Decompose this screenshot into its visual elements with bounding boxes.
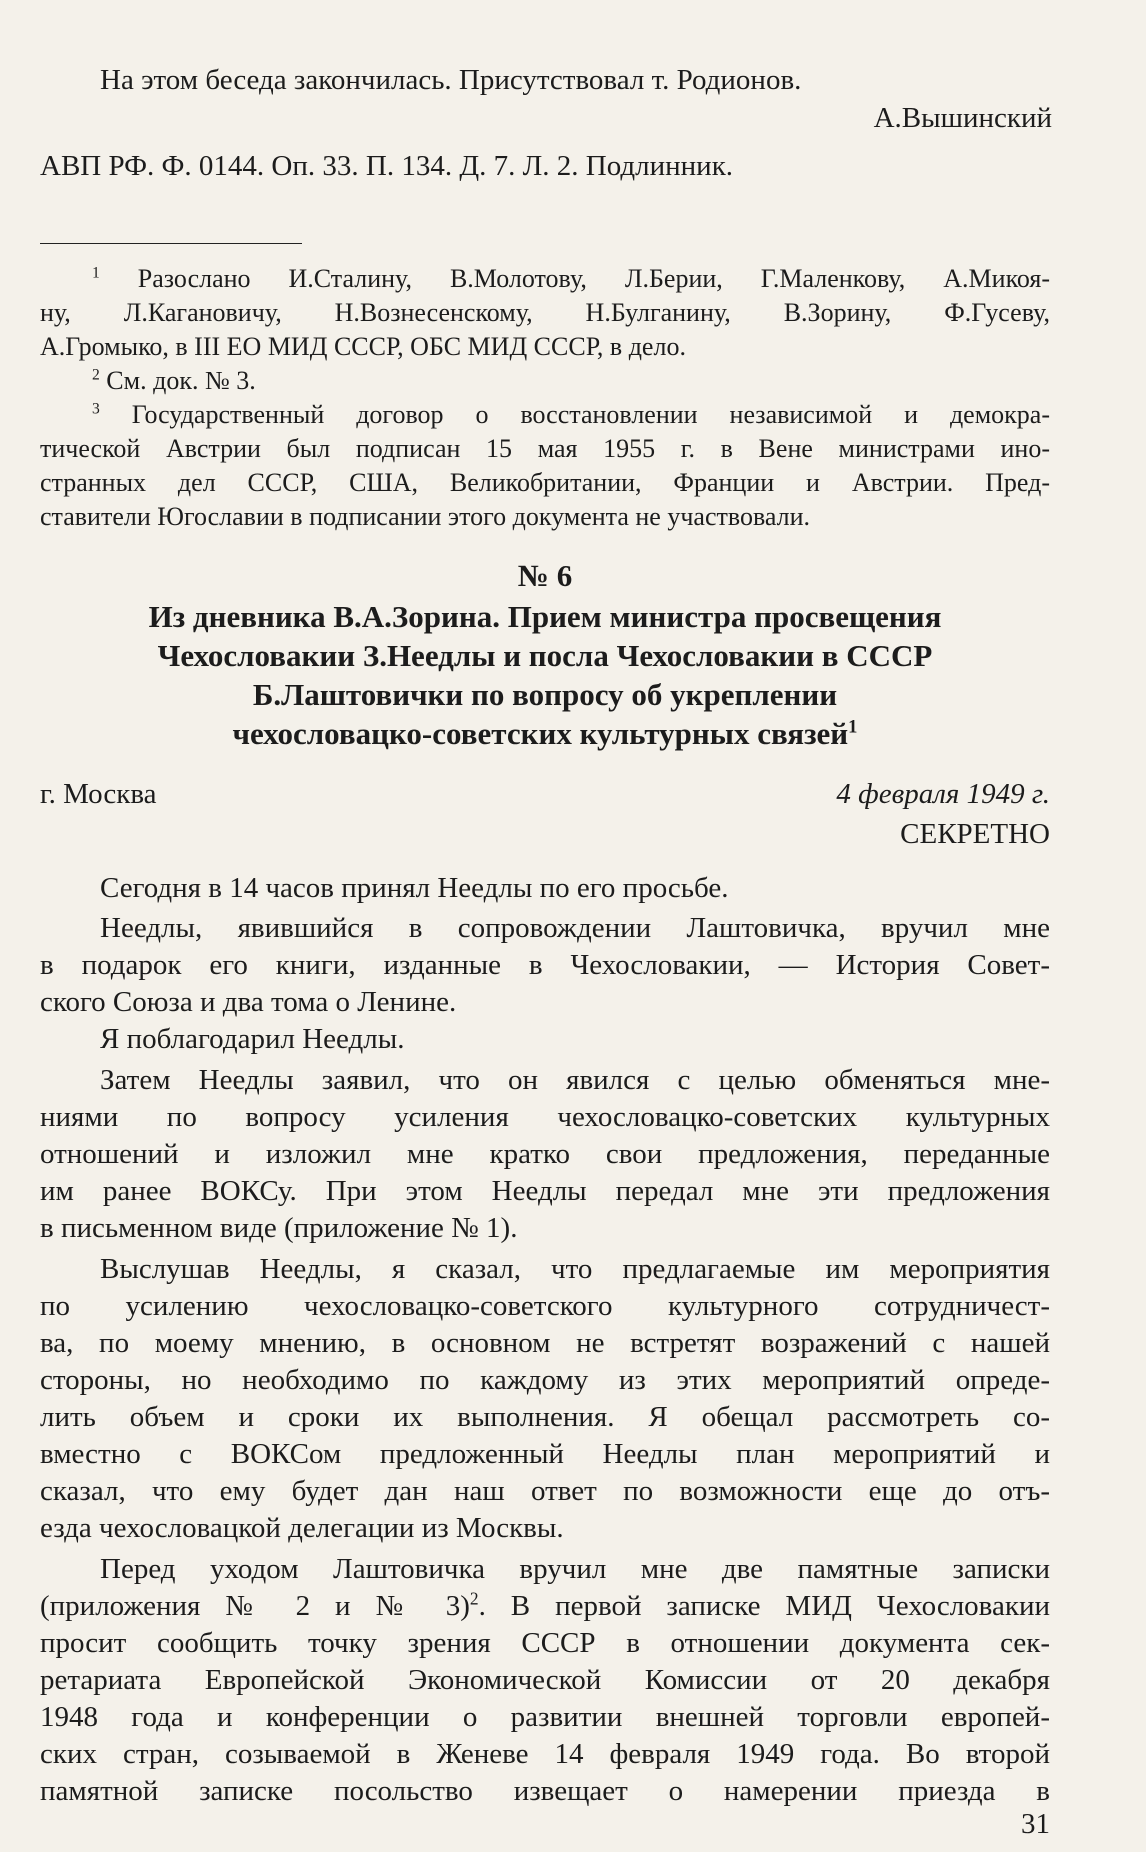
paragraph-5-line-1: Выслушав Неедлы, я сказал, что предлагаемые им мероприятия	[100, 1253, 1050, 1285]
paragraph-6-line-4: ретариата Европейской Экономической Комиссии от 20 декабря	[40, 1664, 1050, 1696]
closing-line: На этом беседа закончилась. Присутствовал т. Родионов.	[100, 64, 802, 96]
paragraph-4-line-3: отношений и изложил мне кратко свои предложения, переданные	[40, 1138, 1050, 1170]
paragraph-6-line-2: (приложения № 2 и № 3)$^2$. В первой записке МИД Чехословакии	[40, 1588, 1050, 1622]
paragraph-4-line-2: ниями по вопросу усиления чехословацко-советских культурных	[40, 1101, 1050, 1133]
footnote-separator	[40, 243, 302, 244]
footnote-3-line-1: $^3$ Государственный договор о восстановлении независимой и демокра-	[92, 400, 1050, 429]
paragraph-6-footnote-marker: 2	[469, 1588, 479, 1609]
signature: А.Вышинский	[873, 102, 1052, 134]
footnote-1-line-2: ну, Л.Кагановичу, Н.Вознесенскому, Н.Булганину, В.Зорину, Ф.Гусеву,	[40, 298, 1050, 327]
paragraph-5-line-2: по усилению чехословацко-советского культурного сотрудничест-	[40, 1290, 1050, 1322]
date: 4 февраля 1949 г.	[836, 778, 1050, 810]
paragraph-2-line-3: ского Союза и два тома о Ленине.	[40, 986, 457, 1018]
paragraph-1: Сегодня в 14 часов принял Неедлы по его просьбе.	[100, 872, 729, 904]
paragraph-5-line-3: ва, по моему мнению, в основном не встретят возражений с нашей	[40, 1327, 1050, 1359]
paragraph-6-line-7: памятной записке посольство извещает о намерении приезда в	[40, 1775, 1050, 1807]
title-footnote-marker: 1	[848, 716, 858, 738]
classification: СЕКРЕТНО	[900, 818, 1050, 850]
paragraph-2-line-1: Неедлы, явившийся в сопровождении Лаштовичка, вручил мне	[100, 912, 1050, 944]
paragraph-6-line-1: Перед уходом Лаштовичка вручил мне две памятные записки	[100, 1553, 1050, 1585]
place-date-row	[40, 776, 1050, 813]
paragraph-5-line-4: стороны, но необходимо по каждому из этих мероприятий опреде-	[40, 1364, 1050, 1396]
footnote-2-marker: 2	[92, 366, 100, 384]
footnote-1-marker: 1	[92, 264, 100, 282]
document-title-line-3: Б.Лаштовички по вопросу об укреплении	[252, 677, 838, 712]
paragraph-2-line-2: в подарок его книги, изданные в Чехословакии, — История Совет-	[40, 949, 1050, 981]
archive-reference: АВП РФ. Ф. 0144. Оп. 33. П. 134. Д. 7. Л. 2. Подлинник.	[40, 150, 734, 182]
paragraph-5-line-7: сказал, что ему будет дан наш ответ по возможности еще до отъ-	[40, 1475, 1050, 1507]
paragraph-6-line-6: ских стран, созываемой в Женеве 14 февраля 1949 года. Во второй	[40, 1738, 1050, 1770]
footnote-3-line-4: ставители Югославии в подписании этого документа не участвовали.	[40, 502, 811, 531]
paragraph-5-line-5: лить объем и сроки их выполнения. Я обещал рассмотреть со-	[40, 1401, 1050, 1433]
footnote-2: $^2$ См. док. № 3.	[92, 366, 256, 395]
paragraph-5-line-8: езда чехословацкой делегации из Москвы.	[40, 1512, 564, 1544]
page-number: 31	[1021, 1808, 1050, 1840]
paragraph-6-line-3: просит сообщить точку зрения СССР в отношении документа сек-	[40, 1627, 1050, 1659]
footnote-3-marker: 3	[92, 400, 100, 418]
place: г. Москва	[40, 778, 157, 810]
paragraph-4-line-1: Затем Неедлы заявил, что он явился с целью обменяться мне-	[100, 1064, 1050, 1096]
document-title-line-4: чехословацко-советских культурных связей$^1$	[232, 716, 858, 751]
footnote-3-line-3: странных дел СССР, США, Великобритании, Франции и Австрии. Пред-	[40, 468, 1050, 497]
footnote-3-line-2: тической Австрии был подписан 15 мая 1955 г. в Вене министрами ино-	[40, 434, 1050, 463]
paragraph-3: Я поблагодарил Неедлы.	[100, 1023, 405, 1055]
paragraph-6-line-5: 1948 года и конференции о развитии внешней торговли европей-	[40, 1701, 1050, 1733]
footnote-1-line-1: $^1$ Разослано И.Сталину, В.Молотову, Л.Берии, Г.Маленкову, А.Микоя-	[92, 264, 1051, 293]
paragraph-5-line-6: вместно с ВОКСом предложенный Неедлы план мероприятий и	[40, 1438, 1050, 1470]
document-title-line-1: Из дневника В.А.Зорина. Прием министра просвещения	[148, 599, 942, 634]
document-title-line-2: Чехословакии З.Неедлы и посла Чехословакии в СССР	[157, 638, 933, 673]
document-number: № 6	[517, 558, 573, 593]
footnote-1-line-3: А.Громыко, в III ЕО МИД СССР, ОБС МИД СССР, в дело.	[40, 332, 686, 361]
paragraph-4-line-5: в письменном виде (приложение № 1).	[40, 1212, 518, 1244]
paragraph-4-line-4: им ранее ВОКСу. При этом Неедлы передал мне эти предложения	[40, 1175, 1050, 1207]
